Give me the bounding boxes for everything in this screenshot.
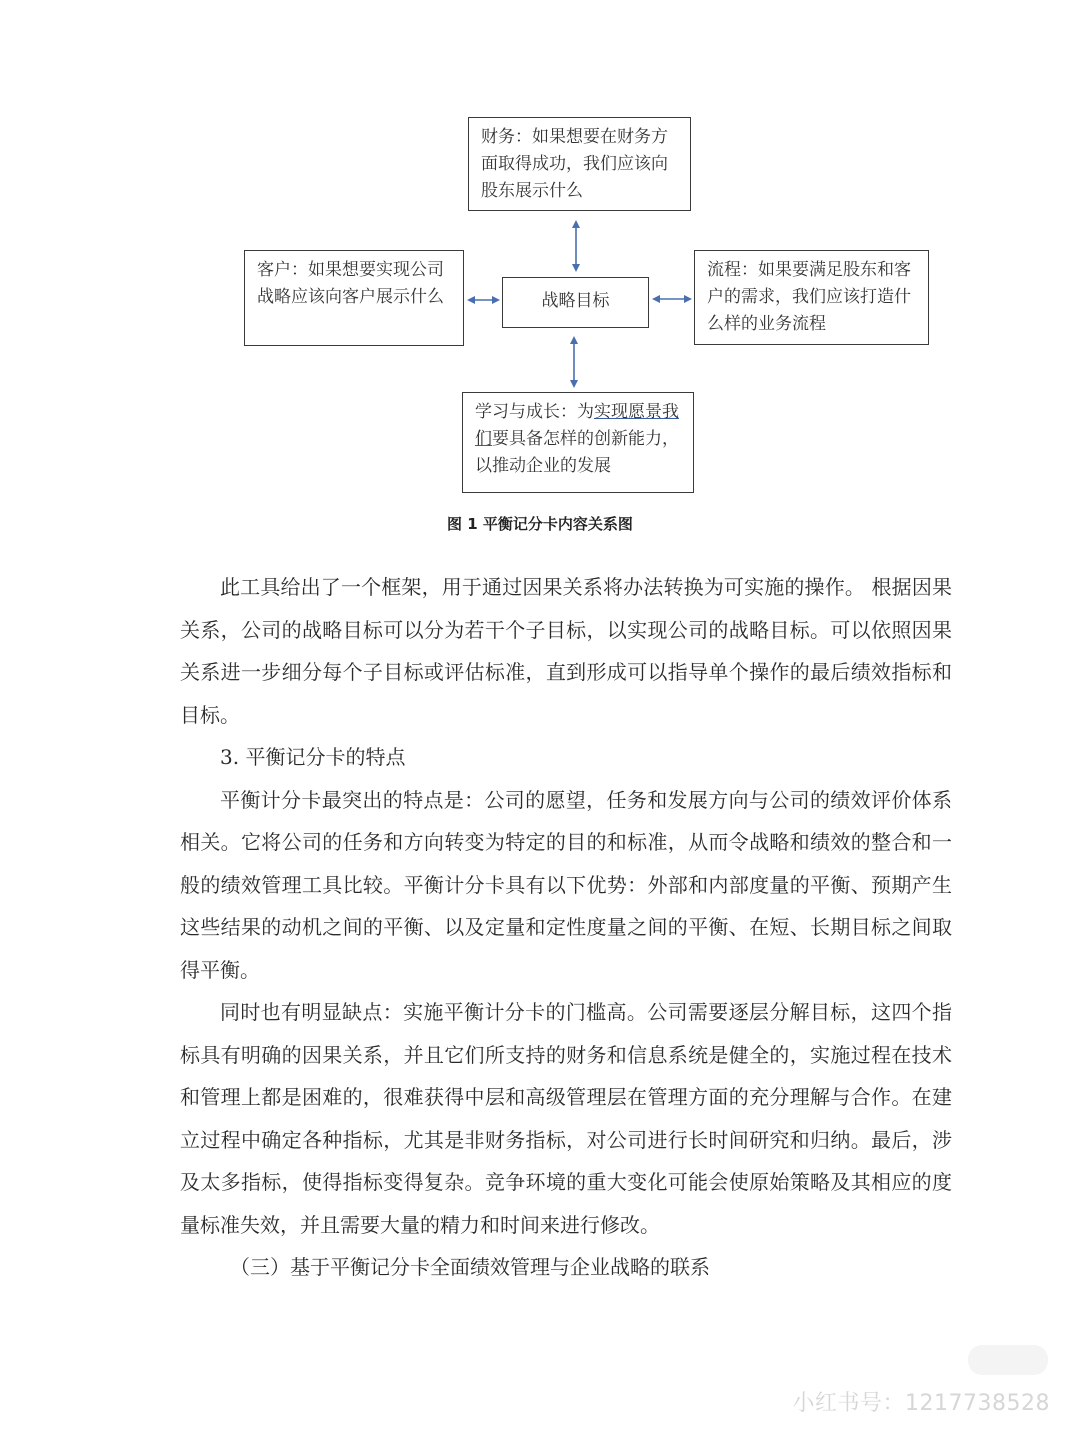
strategy-goal-box bbox=[502, 277, 649, 328]
strategy-goal-text: 战略目标 bbox=[541, 291, 610, 311]
section-heading-link: （三）基于平衡记分卡全面绩效管理与企业战略的联系 bbox=[230, 1255, 710, 1279]
figure-caption: 图 1 平衡记分卡内容关系图 bbox=[447, 515, 633, 533]
finance-box-text: 财务：如果想要在财务方面取得成功，我们应该向股东展示什么 bbox=[481, 127, 668, 201]
learning-growth-suffix: 要具备怎样的创新能力，以推动企业的发展 bbox=[475, 429, 679, 476]
paragraph-drawbacks: 同时也有明显缺点：实施平衡计分卡的门槛高。公司需要逐层分解目标，这四个指标具有明确的因果关系，并且它们所支持的财务和信息系统是健全的，实施过程在技术和管理上都是困难的，很难获得中层和高级管理层在管理方面的充分理解与合作。在建立过程中确定各种指标，尤其是非财务指标，对公司进行长时间研究和归纳。最后，涉及太多指标，使得指标变得复杂。竞争环境的重大变化可能会使原始策略及其相应的度量标准失效，并且需要大量的精力和时间来进行修改。 bbox=[180, 1000, 952, 1237]
section-heading-features: 3. 平衡记分卡的特点 bbox=[220, 745, 406, 769]
learning-growth-prefix: 学习与成长：为 bbox=[475, 402, 594, 422]
process-box-text: 流程：如果要满足股东和客户的需求，我们应该打造什么样的业务流程 bbox=[707, 260, 911, 334]
finance-box bbox=[468, 117, 691, 211]
paragraph-framework: 此工具给出了一个框架，用于通过因果关系将办法转换为可实施的操作。 根据因果关系，公司的战略目标可以分为若干个子目标，以实现公司的战略目标。可以依照因果关系进一步细分每个子目标或评估标准，直到形成可以指导单个操作的最后绩效指标和目标。 bbox=[180, 575, 952, 727]
learning-growth-box bbox=[462, 392, 694, 493]
paragraph-features: 平衡计分卡最突出的特点是：公司的愿望，任务和发展方向与公司的绩效评价体系相关。它将公司的任务和方向转变为特定的目的和标准，从而令战略和绩效的整合和一般的绩效管理工具比较。平衡计分卡具有以下优势：外部和内部度量的平衡、预期产生这些结果的动机之间的平衡、以及定量和定性度量之间的平衡、在短、长期目标之间取得平衡。 bbox=[180, 787, 952, 982]
body-text bbox=[180, 566, 952, 1289]
process-box bbox=[694, 250, 929, 345]
learning-growth-underlined: 实现愿景我们 bbox=[475, 402, 679, 449]
customer-box-text: 客户：如果想要实现公司战略应该向客户展示什么 bbox=[257, 260, 444, 307]
watermark-logo bbox=[968, 1345, 1048, 1375]
customer-box bbox=[244, 250, 464, 346]
watermark-text: 小红书号：1217738528 bbox=[792, 1391, 1050, 1416]
